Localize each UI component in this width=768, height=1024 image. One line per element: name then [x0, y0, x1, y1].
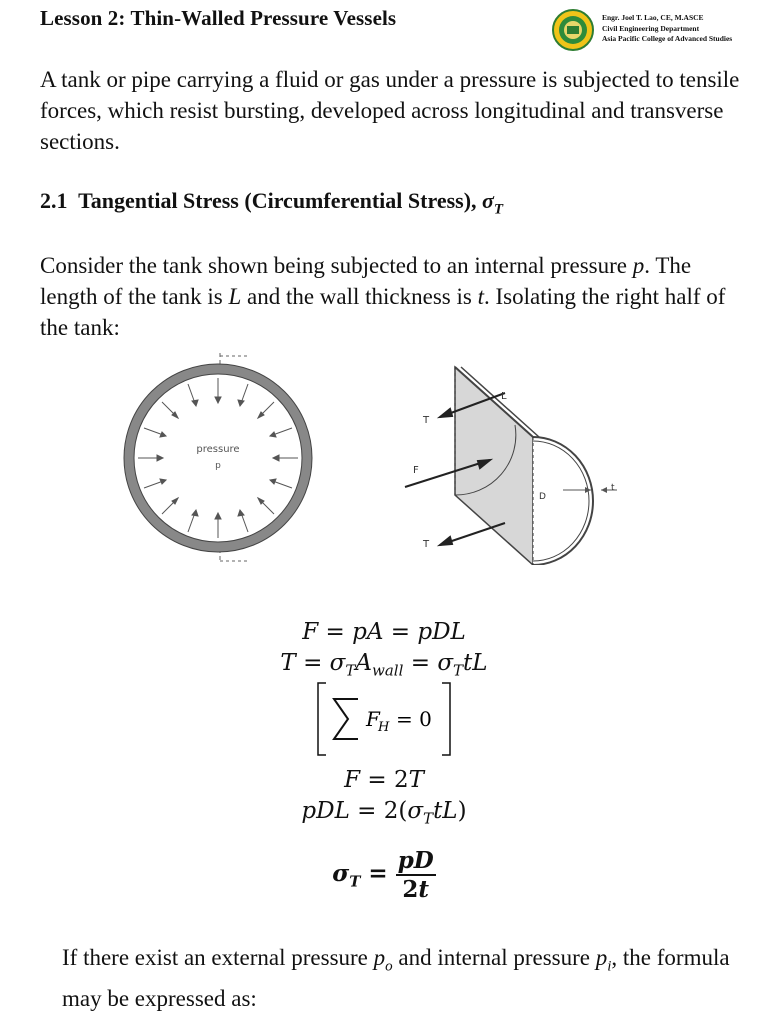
- equation-result: $\sigma_T$ = $\frac{pD}{2t}$: [332, 847, 434, 903]
- page-title: Lesson 2: Thin-Walled Pressure Vessels: [40, 6, 397, 30]
- body-text-4: . Isolating the right half of the tank:: [40, 284, 726, 340]
- body-paragraph: [40, 250, 740, 343]
- t-lower-label: T: [423, 539, 430, 550]
- equation-pdl: pDL = $2(\sigma_TtL)$: [301, 798, 467, 828]
- equation-equilibrium: [0, 679, 768, 765]
- section-number: 2.1: [40, 188, 68, 213]
- closing-text-3: , the formula may be expressed as:: [62, 945, 730, 1011]
- l-label: L: [501, 391, 507, 402]
- var-L: L: [228, 284, 242, 309]
- sigma-t-symbol: $\sigma_T$: [482, 188, 504, 218]
- f-label: F: [413, 465, 419, 476]
- half-tank-figure: [395, 355, 635, 565]
- cross-section-figure: [120, 348, 320, 568]
- svg-text:H: H: [378, 720, 390, 735]
- p-label: p: [215, 461, 221, 471]
- author-block: [602, 13, 732, 45]
- closing-text-1: If there exist an external pressure: [62, 945, 374, 970]
- svg-text:= 0: = 0: [396, 707, 432, 731]
- var-p: p: [632, 253, 645, 278]
- college-logo: [552, 9, 594, 51]
- equations-block: [0, 617, 768, 903]
- body-text-1: Consider the tank shown being subjected to an internal pressure: [40, 253, 633, 278]
- thickness-label: t: [611, 483, 615, 493]
- var-pi: $p_i$: [595, 945, 612, 975]
- equation-force: F = pA = pDL: [302, 619, 466, 645]
- var-t: t: [477, 284, 484, 309]
- author-name: Engr. Joel T. Lao, CE, M.ASCE: [602, 13, 704, 22]
- pressure-label: pressure: [196, 444, 240, 455]
- author-college: Asia Pacific College of Advanced Studies: [602, 34, 733, 43]
- d-label: D: [539, 492, 546, 502]
- sum-fh-zero-bracket: [314, 679, 454, 759]
- var-po: $p_o$: [373, 945, 393, 975]
- section-title: Tangential Stress (Circumferential Stress),: [78, 188, 477, 213]
- closing-paragraph: [62, 942, 752, 1014]
- closing-text-2: and internal pressure: [392, 945, 596, 970]
- equation-f-2t: F = 2T: [344, 767, 424, 793]
- svg-text:F: F: [366, 707, 380, 731]
- t-upper-label: T: [423, 415, 430, 426]
- equation-tension: $T = \sigma_TA_{wall} = \sigma_TtL$: [280, 650, 488, 680]
- body-text-3: and the wall thickness is: [241, 284, 478, 309]
- intro-paragraph: A tank or pipe carrying a fluid or gas under a pressure is subjected to tensile forces, which resist bursting, developed across longitudinal and transverse sections.: [40, 67, 740, 154]
- section-heading: [40, 188, 503, 218]
- author-department: Civil Engineering Department: [602, 23, 700, 33]
- body-text-2: . The length of the tank is: [40, 253, 692, 309]
